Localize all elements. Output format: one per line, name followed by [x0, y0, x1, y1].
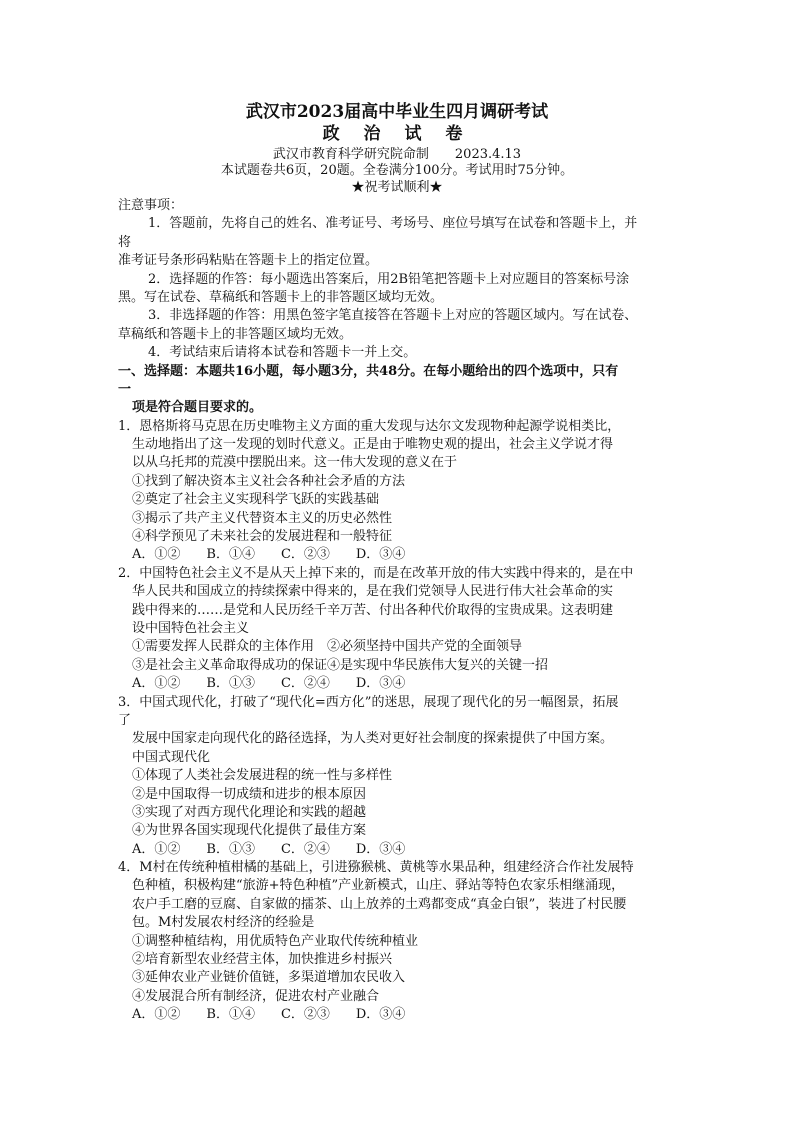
question-stem: 1．恩格斯将马克思在历史唯物主义方面的重大发现与达尔文发现物种起源学说相类比，: [118, 418, 621, 434]
question-option: ③实现了对西方现代化理论和实践的超越: [132, 804, 367, 820]
section-heading: 一、选择题：本题共16小题，每小题3分，共48分。在每小题给出的四个选项中，只有: [118, 363, 619, 379]
question-option: ④发展混合所有制经济，促进农村产业融合: [132, 988, 380, 1004]
issuer-line: 武汉市教育科学研究院命制 2023.4.13: [272, 147, 522, 162]
question-stem: 3．中国式现代化，打破了“现代化=西方化”的迷思，展现了现代化的另一幅图景，拓展: [118, 694, 619, 710]
note-line: 2．选择题的作答：每小题选出答案后，用2B铅笔把答题卡上对应题目的答案标号涂: [148, 271, 630, 287]
question-option: ①调整种植结构，用优质特色产业取代传统种植业: [132, 933, 419, 949]
section-heading-tail: 项是符合题目要求的。: [132, 400, 263, 416]
question-option: ③揭示了共产主义代替资本主义的历史必然性: [132, 510, 393, 526]
question-stem: 设中国特色社会主义: [132, 620, 250, 636]
note-line: 1．答题前，先将自己的姓名、准考证号、考场号、座位号填写在试卷和答题卡上，并: [148, 216, 638, 232]
question-option: ④为世界各国实现现代化提供了最佳方案: [132, 823, 367, 839]
note-line: 4．考试结束后请将本试卷和答题卡一并上交。: [148, 345, 417, 361]
question-stem: 华人民共和国成立的持续探索中得来的，是在我们党领导人民进行伟大社会革命的实: [132, 584, 614, 600]
exam-subject: 政 治 试 卷: [322, 124, 472, 144]
question-4: [118, 859, 678, 1025]
question-option: ①找到了解决资本主义社会各种社会矛盾的方法: [132, 473, 406, 489]
answer-choices: A．①② B．①③ C．②④ D．③④: [132, 676, 406, 692]
question-option: ①体现了人类社会发展进程的统一性与多样性: [132, 768, 393, 784]
question-stem: 2．中国特色社会主义不是从天上掉下来的，而是在改革开放的伟大实践中得来的，是在中: [118, 565, 634, 581]
question-stem: 4．M村在传统种植柑橘的基础上，引进猕猴桃、黄桃等水果品种，组建经济合作社发展特: [118, 860, 634, 876]
answer-choices: A．①② B．①④ C．②③ D．③④: [132, 547, 406, 563]
question-option: ②培育新型农业经营主体，加快推进乡村振兴: [132, 952, 393, 968]
question-2: [118, 565, 678, 694]
exam-info-line: 本试题卷共6页，20题。全卷满分100分。考试用时75分钟。: [220, 163, 574, 178]
question-1: [118, 418, 678, 565]
question-stem: 发展中国家走向现代化的路径选择，为人类对更好社会制度的探索提供了中国方案。: [132, 731, 614, 747]
question-option: ④科学预见了未来社会的发展进程和一般特征: [132, 529, 393, 545]
note-line: 3．非选择题的作答：用黑色签字笔直接答在答题卡上对应的答题区域内。写在试卷、: [148, 308, 638, 324]
exam-title: 武汉市2023届高中毕业生四月调研考试: [245, 102, 549, 122]
notes-heading: 注意事项：: [118, 198, 184, 213]
note-line: 黑。写在试卷、草稿纸和答题卡上的非答题区域均无效。: [118, 289, 444, 305]
question-option: ③延伸农业产业链价值链，多渠道增加农民收入: [132, 970, 406, 986]
question-stem: 农户手工磨的豆腐、自家做的擂茶、山上放养的土鸡都变成“真金白银”，装进了村民腰: [132, 896, 627, 912]
exam-body: [118, 197, 678, 1025]
question-stem: 以从乌托邦的荒漠中摆脱出来。这一伟大发现的意义在于: [132, 455, 458, 471]
question-stem: 中国式现代化: [132, 749, 211, 765]
good-luck-wish: ★祝考试顺利★: [351, 180, 443, 195]
answer-choices: A．①② B．①③ C．②④ D．③④: [132, 841, 406, 857]
section-heading-wrap: 一: [118, 381, 132, 397]
note-line: 准考证号条形码粘贴在答题卡上的指定位置。: [118, 253, 379, 269]
note-line: 草稿纸和答题卡上的非答题区域均无效。: [118, 326, 353, 342]
question-option: ①需要发挥人民群众的主体作用 ②必须坚持中国共产党的全面领导: [132, 639, 523, 655]
question-stem: 践中得来的……是党和人民历经千辛万苦、付出各种代价取得的宝贵成果。这表明建: [132, 602, 614, 618]
question-stem: 了: [118, 712, 132, 728]
question-option: ②是中国取得一切成绩和进步的根本原因: [132, 786, 367, 802]
question-stem: 生动地指出了这一发现的划时代意义。正是由于唯物史观的提出，社会主义学说才得: [132, 437, 614, 453]
question-option: ③是社会主义革命取得成功的保证④是实现中华民族伟大复兴的关键一招: [132, 657, 549, 673]
answer-choices: A．①② B．①④ C．②③ D．③④: [132, 1007, 406, 1023]
question-stem: 色种植，积极构建“旅游+特色种植”产业新模式，山庄、驿站等特色农家乐相继涌现，: [132, 878, 625, 894]
question-3: [118, 694, 678, 860]
question-stem: 包。M村发展农村经济的经验是: [132, 915, 315, 931]
note-line: 将: [118, 234, 132, 250]
question-option: ②奠定了社会主义实现科学飞跃的实践基础: [132, 492, 380, 508]
